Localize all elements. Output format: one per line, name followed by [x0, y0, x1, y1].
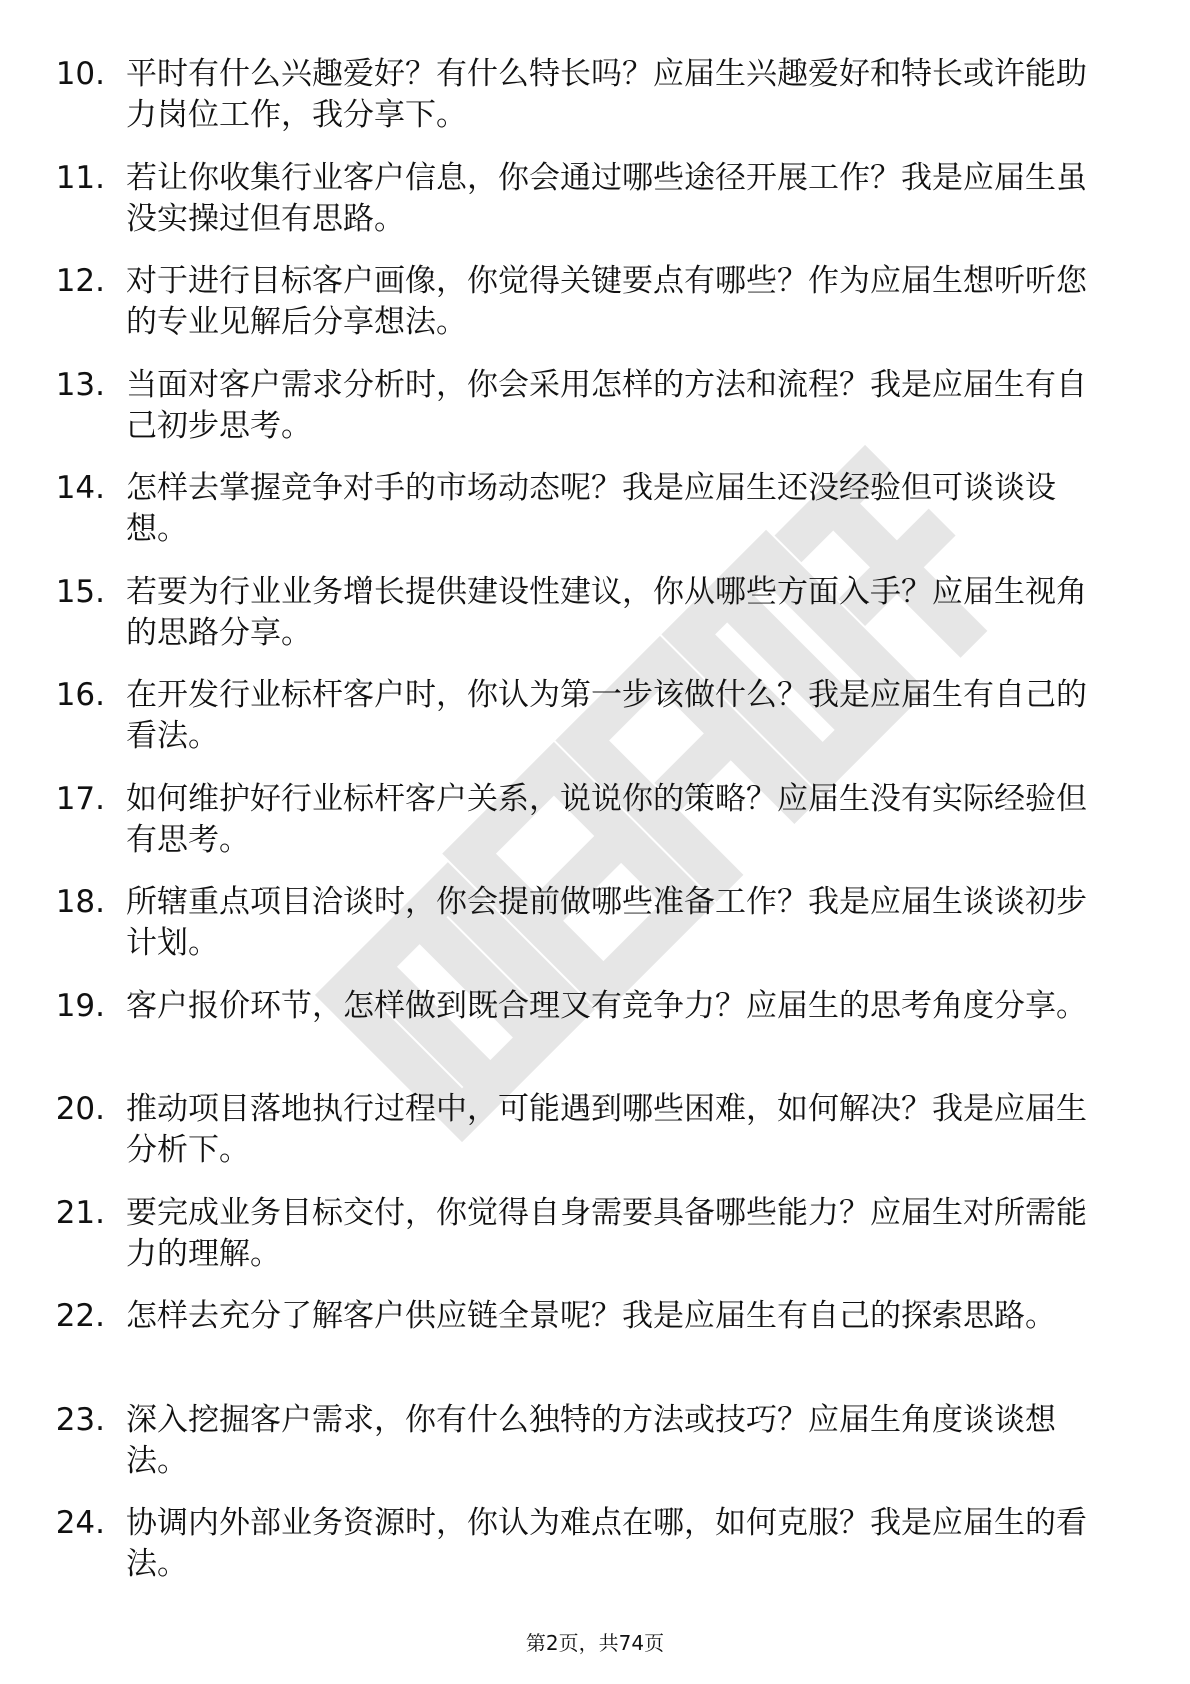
question-item — [0, 562, 1190, 666]
question-number: 23. — [55, 1401, 105, 1438]
question-item — [0, 1079, 1190, 1183]
question-text: 对于进行目标客户画像，你觉得关键要点有哪些？作为应届生想听听您的专业见解后分享想法。 — [126, 263, 1087, 340]
question-number: 19. — [55, 987, 105, 1024]
question-item — [0, 44, 1190, 148]
question-number: 18. — [55, 884, 105, 920]
question-number: 17. — [55, 780, 105, 817]
question-text: 深入挖掘客户需求，你有什么独特的方法或技巧？应届生角度谈谈想法。 — [126, 1401, 1056, 1479]
question-number: 14. — [55, 470, 105, 506]
question-text: 要完成业务目标交付，你觉得自身需要具备哪些能力？应届生对所需能力的理解。 — [126, 1194, 1087, 1272]
question-item — [0, 1286, 1190, 1390]
question-item — [0, 1183, 1190, 1287]
question-number: 12. — [55, 263, 105, 299]
question-item — [0, 251, 1190, 355]
question-item — [0, 665, 1190, 769]
question-text: 在开发行业标杆客户时，你认为第一步该做什么？我是应届生有自己的看法。 — [126, 677, 1087, 754]
question-number: 13. — [55, 366, 105, 403]
question-text: 协调内外部业务资源时，你认为难点在哪，如何克服？我是应届生的看法。 — [126, 1505, 1087, 1582]
question-number: 20. — [55, 1091, 105, 1127]
question-number: 10. — [55, 56, 105, 92]
question-number: 22. — [55, 1298, 105, 1334]
question-text: 推动项目落地执行过程中，可能遇到哪些困难，如何解决？我是应届生分析下。 — [126, 1091, 1087, 1168]
question-text: 平时有什么兴趣爱好？有什么特长吗？应届生兴趣爱好和特长或许能助力岗位工作，我分享下。 — [126, 56, 1087, 133]
question-item — [0, 458, 1190, 562]
question-number: 15. — [55, 573, 105, 610]
question-item — [0, 976, 1190, 1080]
page-footer: 第2页，共74页 — [525, 1631, 665, 1655]
question-list — [0, 44, 1190, 1597]
question-item — [0, 355, 1190, 459]
question-item — [0, 872, 1190, 976]
question-item — [0, 769, 1190, 873]
question-text: 若要为行业业务增长提供建设性建议，你从哪些方面入手？应届生视角的思路分享。 — [126, 573, 1087, 651]
question-number: 16. — [55, 677, 105, 713]
question-text: 客户报价环节，怎样做到既合理又有竞争力？应届生的思考角度分享。 — [126, 987, 1087, 1024]
question-number: 21. — [55, 1194, 105, 1231]
question-text: 当面对客户需求分析时，你会采用怎样的方法和流程？我是应届生有自己初步思考。 — [126, 366, 1087, 444]
question-text: 所辖重点项目洽谈时，你会提前做哪些准备工作？我是应届生谈谈初步计划。 — [126, 884, 1087, 961]
question-text: 若让你收集行业客户信息，你会通过哪些途径开展工作？我是应届生虽没实操过但有思路。 — [126, 159, 1087, 237]
question-item — [0, 148, 1190, 252]
question-item — [0, 1493, 1190, 1597]
question-number: 24. — [55, 1505, 105, 1541]
question-text: 怎样去掌握竞争对手的市场动态呢？我是应届生还没经验但可谈谈设想。 — [126, 470, 1056, 547]
question-text: 怎样去充分了解客户供应链全景呢？我是应届生有自己的探索思路。 — [126, 1298, 1056, 1334]
question-item — [0, 1390, 1190, 1494]
question-number: 11. — [55, 159, 105, 196]
question-text: 如何维护好行业标杆客户关系，说说你的策略？应届生没有实际经验但有思考。 — [126, 780, 1087, 858]
